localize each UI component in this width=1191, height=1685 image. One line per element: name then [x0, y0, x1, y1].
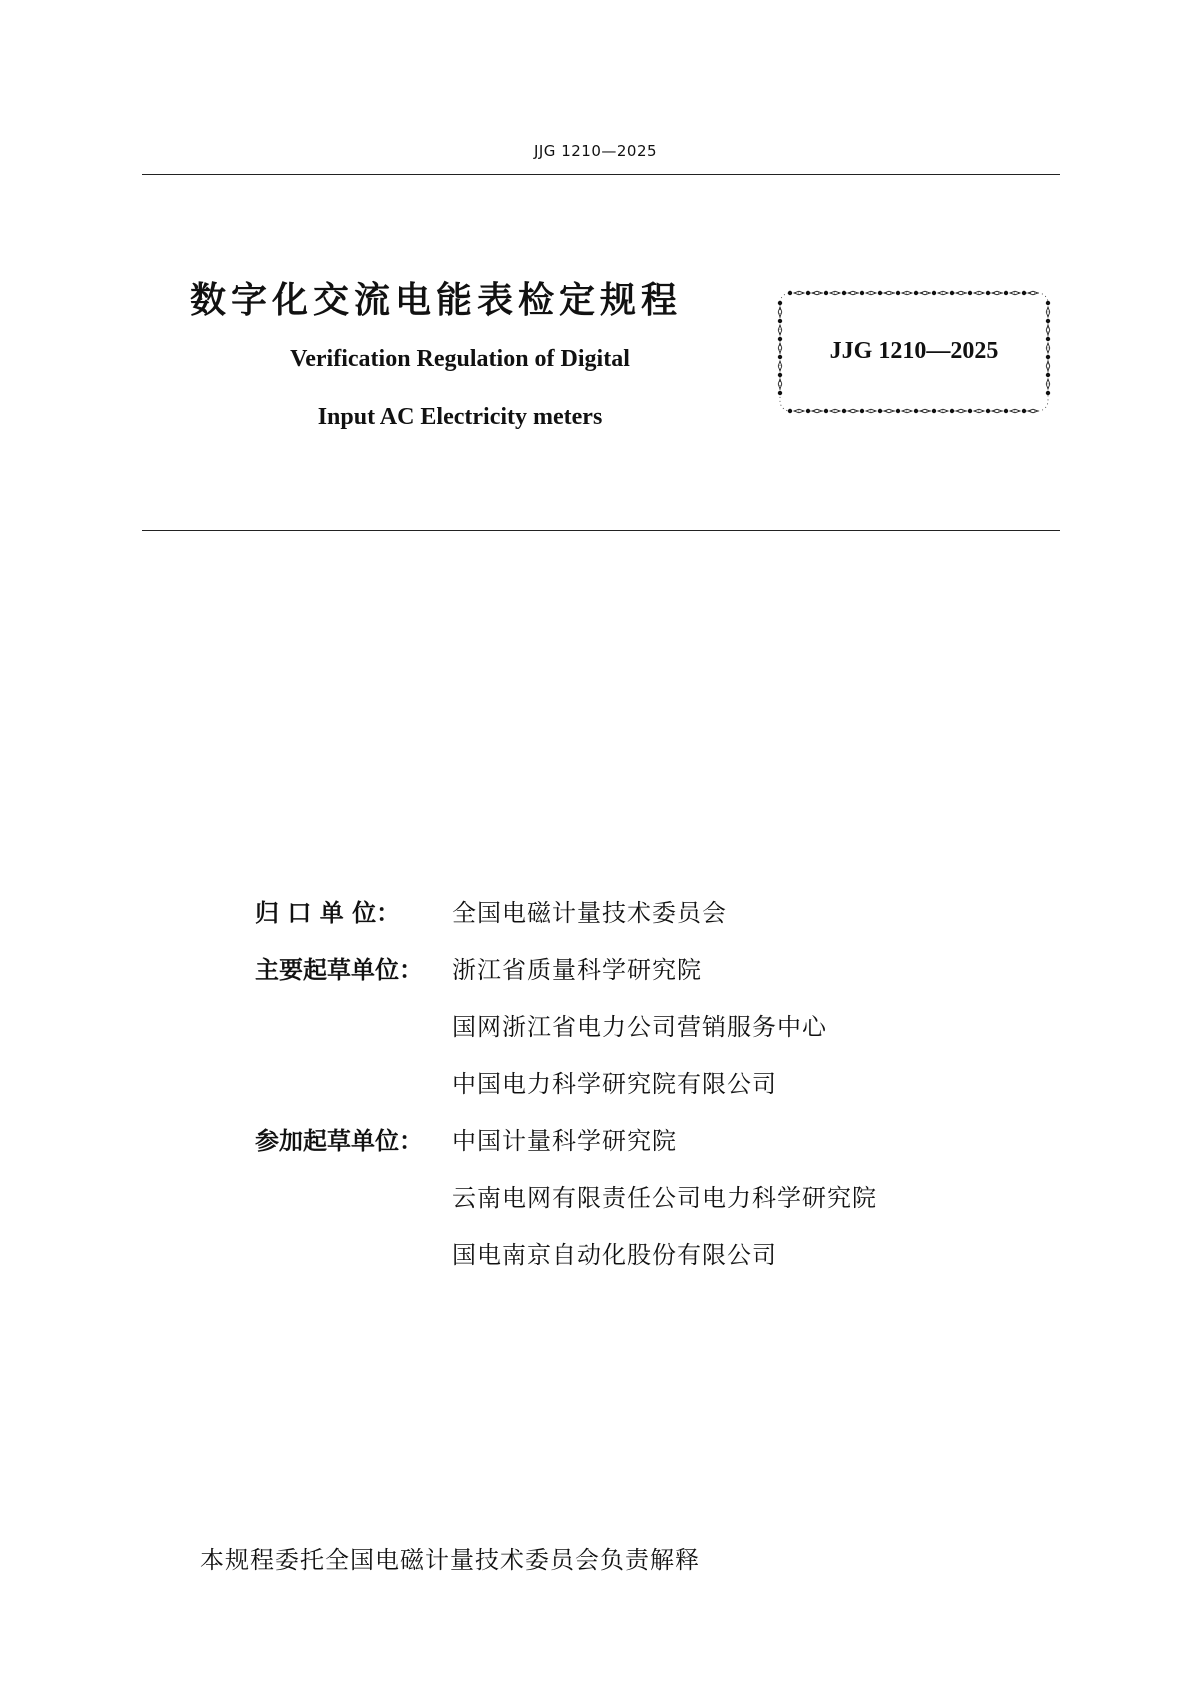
border-diamond: [1028, 409, 1038, 413]
border-dot: [824, 291, 828, 295]
participating-drafting-unit: 中国计量科学研究院: [452, 1127, 677, 1155]
border-diamond: [956, 409, 966, 413]
border-dot: [986, 409, 990, 413]
border-dot: [860, 409, 864, 413]
participating-drafting-unit: 云南电网有限责任公司电力科学研究院: [452, 1184, 877, 1212]
border-diamond: [956, 291, 966, 295]
border-diamond: [778, 307, 782, 317]
header-rule: [142, 174, 1060, 175]
border-dot: [860, 291, 864, 295]
responsible-unit-label: 归 口 单 位：: [255, 899, 401, 927]
border-dot: [950, 291, 954, 295]
participating-drafting-unit: 国电南京自动化股份有限公司: [452, 1241, 777, 1269]
border-dot: [914, 291, 918, 295]
border-diamond: [812, 291, 822, 295]
border-dot: [986, 291, 990, 295]
title-english-line2: Input AC Electricity meters: [317, 404, 603, 430]
border-dot: [842, 291, 846, 295]
border-diamond: [1028, 291, 1038, 295]
participating-drafting-label: 参加起草单位：: [255, 1127, 423, 1155]
border-dot: [932, 409, 936, 413]
main-drafting-unit: 中国电力科学研究院有限公司: [452, 1070, 777, 1098]
border-dot: [1046, 319, 1050, 323]
border-diamond: [1046, 325, 1050, 335]
border-dot: [824, 409, 828, 413]
border-diamond: [884, 291, 894, 295]
border-dot: [878, 409, 882, 413]
title-english-line1: Verification Regulation of Digital: [290, 346, 630, 372]
border-dot: [968, 291, 972, 295]
standard-code: JJG 1210—2025: [829, 338, 999, 364]
border-dot: [950, 409, 954, 413]
border-dot: [896, 409, 900, 413]
border-diamond: [848, 291, 858, 295]
standard-code-box: [775, 288, 1053, 416]
border-dot: [914, 409, 918, 413]
border-dot: [932, 291, 936, 295]
border-dot: [1046, 391, 1050, 395]
title-chinese: 数字化交流电能表检定规程: [190, 280, 683, 321]
border-dot: [878, 291, 882, 295]
border-diamond: [920, 291, 930, 295]
border-dot: [778, 391, 782, 395]
border-diamond: [920, 409, 930, 413]
border-dot: [1004, 409, 1008, 413]
running-header-code: JJG 1210—2025: [533, 142, 658, 160]
border-dot: [806, 291, 810, 295]
border-dot: [1046, 373, 1050, 377]
border-dot: [778, 373, 782, 377]
border-dot: [1046, 301, 1050, 305]
main-drafting-unit: 浙江省质量科学研究院: [452, 956, 702, 984]
border-dot: [1022, 291, 1026, 295]
border-diamond: [778, 379, 782, 389]
border-dot: [788, 409, 792, 413]
border-dot: [1004, 291, 1008, 295]
border-dot: [1022, 409, 1026, 413]
main-drafting-label: 主要起草单位：: [255, 956, 423, 984]
border-diamond: [848, 409, 858, 413]
responsible-unit: 全国电磁计量技术委员会: [452, 899, 727, 927]
border-dot: [778, 319, 782, 323]
border-diamond: [884, 409, 894, 413]
title-section-rule: [142, 530, 1060, 531]
border-dot: [778, 301, 782, 305]
main-drafting-unit: 国网浙江省电力公司营销服务中心: [452, 1013, 827, 1041]
interpretation-note: 本规程委托全国电磁计量技术委员会负责解释: [200, 1546, 700, 1574]
border-diamond: [992, 409, 1002, 413]
border-dot: [806, 409, 810, 413]
border-dot: [788, 291, 792, 295]
border-dot: [896, 291, 900, 295]
border-diamond: [812, 409, 822, 413]
border-dot: [968, 409, 972, 413]
border-dot: [842, 409, 846, 413]
border-diamond: [992, 291, 1002, 295]
